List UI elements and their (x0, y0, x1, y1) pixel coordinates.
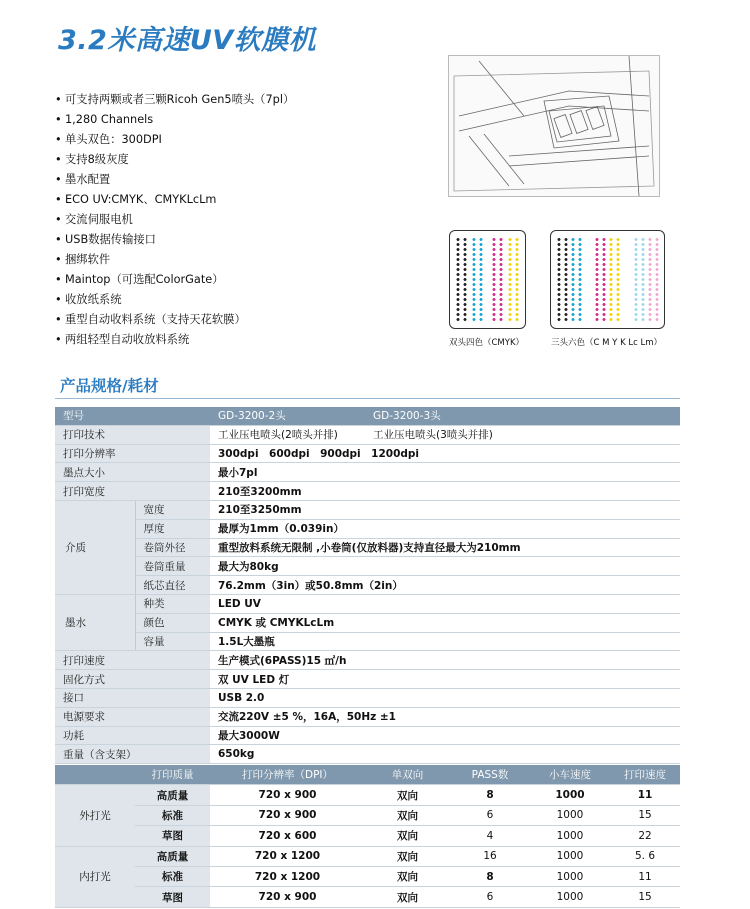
spec-value: 76.2mm（3in）或50.8mm（2in） (210, 576, 680, 595)
spec-value: 双 UV LED 灯 (210, 670, 680, 689)
header-cell: 打印速度 (610, 765, 680, 785)
feature-item: • 墨水配置 (55, 173, 111, 186)
spec-label: 容量 (135, 632, 210, 651)
spec-label: 固化方式 (55, 670, 210, 689)
spec-value: USB 2.0 (210, 688, 680, 707)
table-row (55, 613, 680, 632)
table-cell: 720 x 900 (210, 887, 365, 907)
spec-value: 重型放料系统无限制 ,小卷筒(仅放料器)支持直径最大为210mm (210, 538, 680, 557)
printhead-carriage-illustration (448, 55, 660, 197)
nozzle-diagram-cmyklclm (550, 230, 665, 329)
spec-value: 210至3250mm (210, 500, 680, 519)
table-row (55, 846, 680, 866)
header-cell: PASS数 (450, 765, 530, 785)
table-row (55, 632, 680, 651)
feature-item: • USB数据传输接口 (55, 233, 156, 246)
table-cell: 草图 (135, 887, 210, 907)
spec-label: 打印速度 (55, 651, 210, 670)
table-cell: 16 (450, 846, 530, 866)
table-row (55, 444, 680, 463)
table-cell: 15 (610, 887, 680, 907)
table-cell: 双向 (365, 887, 450, 907)
table-cell: 双向 (365, 846, 450, 866)
spec-label: 厚度 (135, 519, 210, 538)
spec-value: 650kg (210, 745, 680, 764)
table-cell: 1000 (530, 846, 610, 866)
table-cell: 8 (450, 785, 530, 805)
table-cell: 1000 (530, 826, 610, 846)
table-cell: 5. 6 (610, 846, 680, 866)
header-cell: 单双向 (365, 765, 450, 785)
spec-label: 卷筒重量 (135, 557, 210, 576)
spec-value: LED UV (210, 594, 680, 613)
table-cell: 高质量 (135, 846, 210, 866)
spec-label: 打印技术 (55, 425, 210, 444)
table-header-row (55, 765, 680, 785)
table-row (55, 651, 680, 670)
feature-item: • 交流伺服电机 (55, 213, 133, 226)
feature-item: • 单头双色：300DPI (55, 133, 162, 146)
header-cell (55, 765, 135, 785)
table-row (55, 707, 680, 726)
table-cell: 8 (450, 866, 530, 886)
table-row (55, 576, 680, 595)
table-cell: 双向 (365, 785, 450, 805)
table-row (55, 745, 680, 764)
feature-item: • 支持8级灰度 (55, 153, 129, 166)
spec-value: 生产模式(6PASS)15 ㎡/h (210, 651, 680, 670)
group-label: 外打光 (55, 785, 135, 846)
table-row (55, 887, 680, 907)
spec-value: 最大为80kg (210, 557, 680, 576)
table-cell: 1000 (530, 887, 610, 907)
table-cell: 1000 (530, 805, 610, 825)
table-cell: 720 x 1200 (210, 866, 365, 886)
nozzle-diagram-cmyk (449, 230, 526, 329)
feature-item: • 可支持两颗或者三颗Ricoh Gen5喷头（7pl） (55, 93, 295, 106)
spec-value: 最小7pl (210, 463, 680, 482)
table-row (55, 463, 680, 482)
table-cell: 双向 (365, 866, 450, 886)
spec-label: 种类 (135, 594, 210, 613)
table-row (55, 500, 680, 519)
spec-label: 颜色 (135, 613, 210, 632)
table-cell: 双向 (365, 826, 450, 846)
table-row (55, 805, 680, 825)
header-cell: 打印分辨率（DPI） (210, 765, 365, 785)
spec-value: GD-3200-2头 (210, 407, 365, 425)
header-cell: 小车速度 (530, 765, 610, 785)
spec-label: 打印宽度 (55, 482, 210, 501)
table-cell: 双向 (365, 805, 450, 825)
table-cell: 720 x 1200 (210, 846, 365, 866)
spec-value: 最厚为1mm（0.039in） (210, 519, 680, 538)
table-row (55, 538, 680, 557)
feature-item: • Maintop（可选配ColorGate） (55, 273, 224, 286)
feature-item: • 收放纸系统 (55, 293, 122, 306)
table-cell: 1000 (530, 866, 610, 886)
table-cell: 15 (610, 805, 680, 825)
feature-item: • 1,280 Channels (55, 113, 154, 126)
table-row (55, 866, 680, 886)
spec-label: 接口 (55, 688, 210, 707)
section-divider (55, 398, 680, 399)
spec-label: 宽度 (135, 500, 210, 519)
table-row (55, 594, 680, 613)
feature-item: • 两组轻型自动收放料系统 (55, 333, 190, 346)
spec-label: 功耗 (55, 726, 210, 745)
spec-value: 交流220V ±5 %，16A，50Hz ±1 (210, 707, 680, 726)
table-cell: 6 (450, 805, 530, 825)
nozzle-caption-cmyklclm: 三头六色（C M Y K Lc Lm） (551, 338, 662, 348)
spec-label: 打印分辨率 (55, 444, 210, 463)
feature-list (55, 90, 294, 350)
spec-value: GD-3200-3头 (365, 407, 680, 425)
spec-label: 电源要求 (55, 707, 210, 726)
table-cell: 标准 (135, 866, 210, 886)
spec-value: CMYK 或 CMYKLcLm (210, 613, 680, 632)
spec-label: 卷筒外径 (135, 538, 210, 557)
header-cell: 打印质量 (135, 765, 210, 785)
table-cell: 11 (610, 866, 680, 886)
table-row (55, 688, 680, 707)
nozzle-caption-cmyk: 双头四色（CMYK） (449, 338, 525, 348)
spec-group-label: 墨水 (55, 594, 135, 650)
table-cell: 6 (450, 887, 530, 907)
table-row (55, 670, 680, 689)
spec-value: 工业压电喷头(2喷头并排) (210, 425, 365, 444)
print-quality-table (55, 765, 680, 908)
feature-item: • ECO UV:CMYK、CMYKLcLm (55, 193, 217, 206)
table-cell: 22 (610, 826, 680, 846)
spec-label: 重量（含支架） (55, 745, 210, 764)
spec-label: 型号 (55, 407, 210, 425)
table-row (55, 785, 680, 805)
table-cell: 720 x 900 (210, 805, 365, 825)
spec-value: 210至3200mm (210, 482, 680, 501)
feature-item: • 重型自动收料系统（支持天花软膜） (55, 313, 246, 326)
feature-item: • 捆绑软件 (55, 253, 111, 266)
table-cell: 1000 (530, 785, 610, 805)
spec-value: 300dpi 600dpi 900dpi 1200dpi (210, 444, 680, 463)
page-title: 3.2米高速UV软膜机 (58, 25, 317, 56)
spec-table (55, 407, 680, 764)
table-cell: 720 x 600 (210, 826, 365, 846)
spec-label: 墨点大小 (55, 463, 210, 482)
spec-label: 纸芯直径 (135, 576, 210, 595)
table-cell: 4 (450, 826, 530, 846)
table-row (55, 726, 680, 745)
table-row (55, 482, 680, 501)
spec-value: 工业压电喷头(3喷头并排) (365, 425, 680, 444)
table-cell: 标准 (135, 805, 210, 825)
table-cell: 11 (610, 785, 680, 805)
table-cell: 草图 (135, 826, 210, 846)
spec-value: 最大3000W (210, 726, 680, 745)
group-label: 内打光 (55, 846, 135, 907)
table-cell: 高质量 (135, 785, 210, 805)
spec-value: 1.5L大墨瓶 (210, 632, 680, 651)
table-row (55, 407, 680, 425)
table-cell: 720 x 900 (210, 785, 365, 805)
section-title: 产品规格/耗材 (60, 377, 159, 395)
table-row (55, 826, 680, 846)
table-row (55, 425, 680, 444)
spec-group-label: 介质 (55, 500, 135, 594)
table-row (55, 519, 680, 538)
table-row (55, 557, 680, 576)
